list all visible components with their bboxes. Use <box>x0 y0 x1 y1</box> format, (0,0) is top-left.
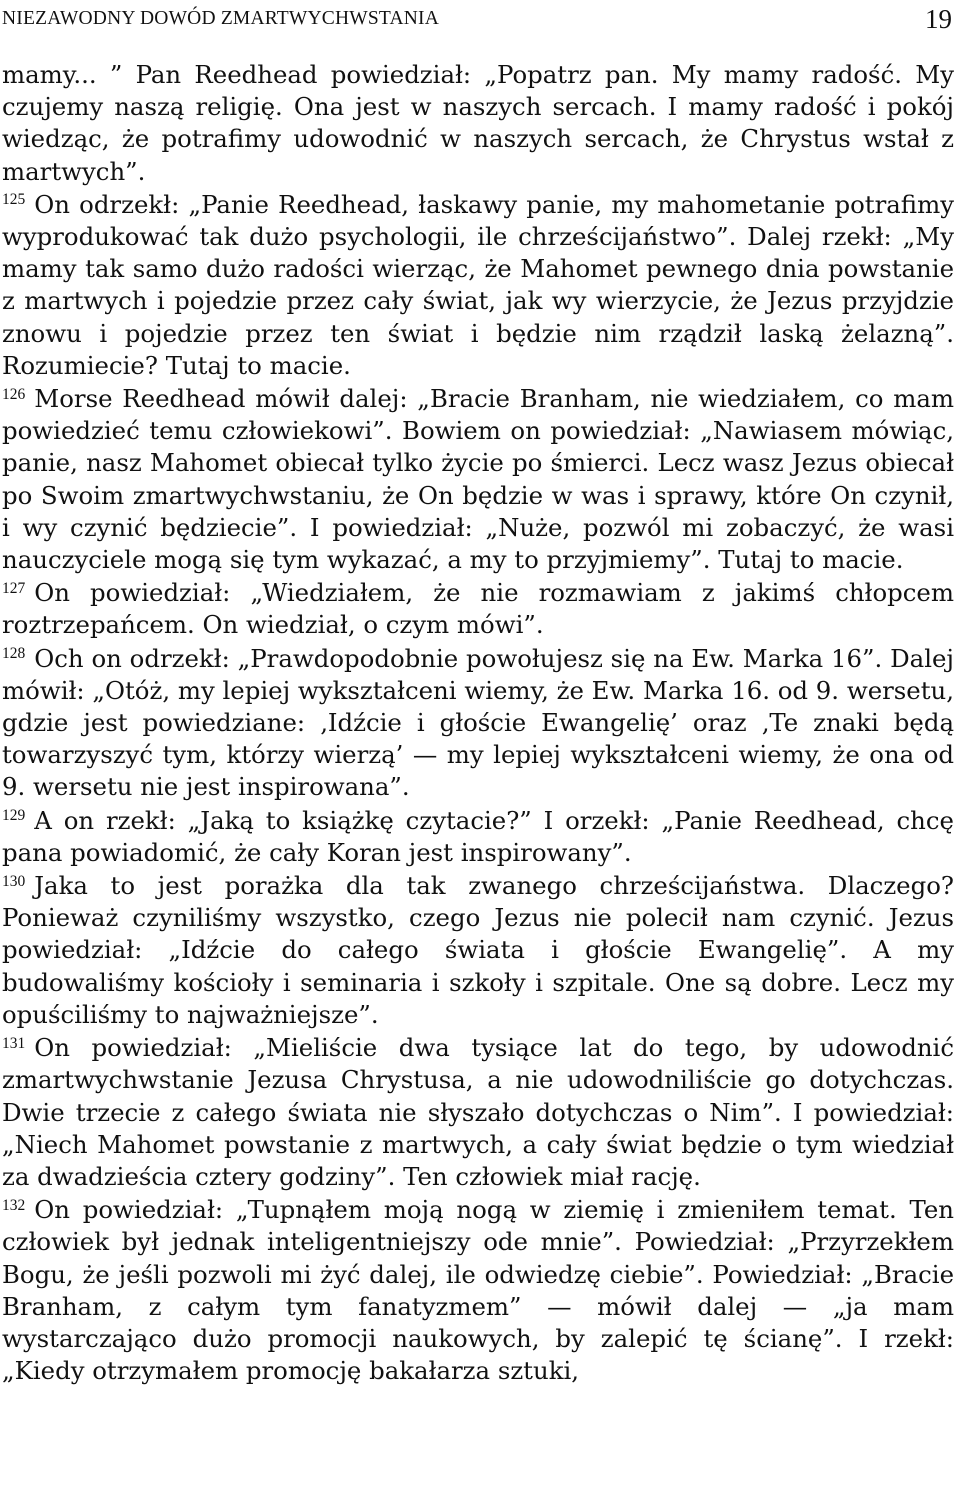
paragraph-text: On odrzekł: „Panie Reedhead, łaskawy panie, my mahometanie potrafimy wyprodukować tak dużo psychologii, ile chrześcijaństwo”. Dalej rzekł: „My mamy tak samo dużo radości wierząc, że Mahomet pewnego dnia powstanie z martwych i pojedzie przez cały świat, jak wy wierzycie, że Jezus przyjdzie znowu i pojedzie przez ten świat i będzie nim rządził laską żelazną”. Rozumiecie? Tutaj to macie. <box>2 189 954 380</box>
paragraph-text: On powiedział: „Mieliście dwa tysiące lat do tego, by udowodnić zmartwychwstanie Jezusa Chrystusa, a nie udowodniliście go dotychczas. Dwie trzecie z całego świata nie słyszało dotychczas o Nim”. I powiedział: „Niech Mahomet powstanie z martwych, a cały świat będzie o tym wiedział za dwadzieścia cztery godziny”. Ten człowiek miał rację. <box>2 1033 954 1191</box>
paragraph-number: 130 <box>2 872 26 890</box>
paragraph-number: 125 <box>2 191 26 209</box>
paragraph-number: 127 <box>2 579 26 597</box>
paragraph-text: Jaka to jest porażka dla tak zwanego chrześcijaństwa. Dlaczego? Ponieważ czyniliśmy wszystko, czego Jezus nie polecił nam czynić. Jezus powiedział: „Idźcie do całego świata i głoście Ewangelię”. A my budowaliśmy kościoły i seminaria i szkoły i szpitale. One są dobre. Lecz my opuściliśmy to najważniejsze”. <box>2 871 954 1029</box>
paragraph-continuation <box>2 59 954 188</box>
paragraph-text: On powiedział: „Wiedziałem, że nie rozmawiam z jakimś chłopcem roztrzepańcem. On wiedział, o czym mówi”. <box>2 578 954 640</box>
paragraph-number: 126 <box>2 385 26 403</box>
body-text <box>2 59 954 1387</box>
paragraph-125 <box>2 189 954 382</box>
paragraph-127 <box>2 577 954 641</box>
paragraph-126 <box>2 383 954 576</box>
paragraph-128 <box>2 643 954 804</box>
running-header <box>2 4 952 34</box>
paragraph-text: Och on odrzekł: „Prawdopodobnie powołujesz się na Ew. Marka 16”. Dalej mówił: „Otóż, my lepiej wykształceni wiemy, że Ew. Marka 16. od 9. wersetu, gdzie jest powiedziane: ‚Idźcie i głoście Ewangelię’ oraz ‚Te znaki będą towarzyszyć tym, którzy wierzą’ — my lepiej wykształceni wiemy, że ona od 9. wersetu nie jest inspirowana”. <box>2 643 954 802</box>
paragraph-text: A on rzekł: „Jaką to książkę czytacie?” I orzekł: „Panie Reedhead, chcę pana powiadomić, że cały Koran jest inspirowany”. <box>2 805 954 867</box>
running-title: NIEZAWODNY DOWÓD ZMARTWYCHWSTANIA <box>2 8 440 29</box>
paragraph-number: 132 <box>2 1196 26 1214</box>
paragraph-text: Morse Reedhead mówił dalej: „Bracie Branham, nie wiedziałem, co mam powiedzieć temu człowiekowi”. Bowiem on powiedział: „Nawiasem mówiąc, panie, nasz Mahomet obiecał tylko życie po śmierci. Lecz wasz Jezus obiecał po Swoim zmartwychwstaniu, że On będzie w was i sprawy, które On czynił, i wy czynić będziecie”. I powiedział: „Nuże, pozwól mi zobaczyć, że wasi nauczyciele mogą się tym wykazać, a my to przyjmiemy”. Tutaj to macie. <box>2 384 954 575</box>
paragraph-number: 131 <box>2 1034 26 1052</box>
paragraph-130 <box>2 870 954 1031</box>
paragraph-number: 129 <box>2 807 26 825</box>
paragraph-131 <box>2 1032 954 1193</box>
page-number: 19 <box>925 4 952 34</box>
paragraph-129 <box>2 805 954 869</box>
paragraph-text: On powiedział: „Tupnąłem moją nogą w ziemię i zmieniłem temat. Ten człowiek był jednak inteligentniejszy ode mnie”. Powiedział: „Przyrzekłem Bogu, że jeśli pozwoli mi żyć dalej, ile odwiedzę ciebie”. Powiedział: „Bracie Branham, z całym tym fanatyzmem” — mówił dalej — „ja mam wystarczająco dużo promocji naukowych, by zalepić tę ścianę”. I rzekł: „Kiedy otrzymałem promocję bakałarza sztuki, <box>2 1195 954 1386</box>
paragraph-132 <box>2 1194 954 1387</box>
paragraph-text: mamy... ” Pan Reedhead powiedział: „Popatrz pan. My mamy radość. My czujemy naszą religię. Ona jest w naszych sercach. I mamy radość i pokój wiedząc, że potrafimy udowodnić w naszych sercach, że Chrystus wstał z martwych”. <box>2 60 954 186</box>
paragraph-number: 128 <box>2 645 26 663</box>
